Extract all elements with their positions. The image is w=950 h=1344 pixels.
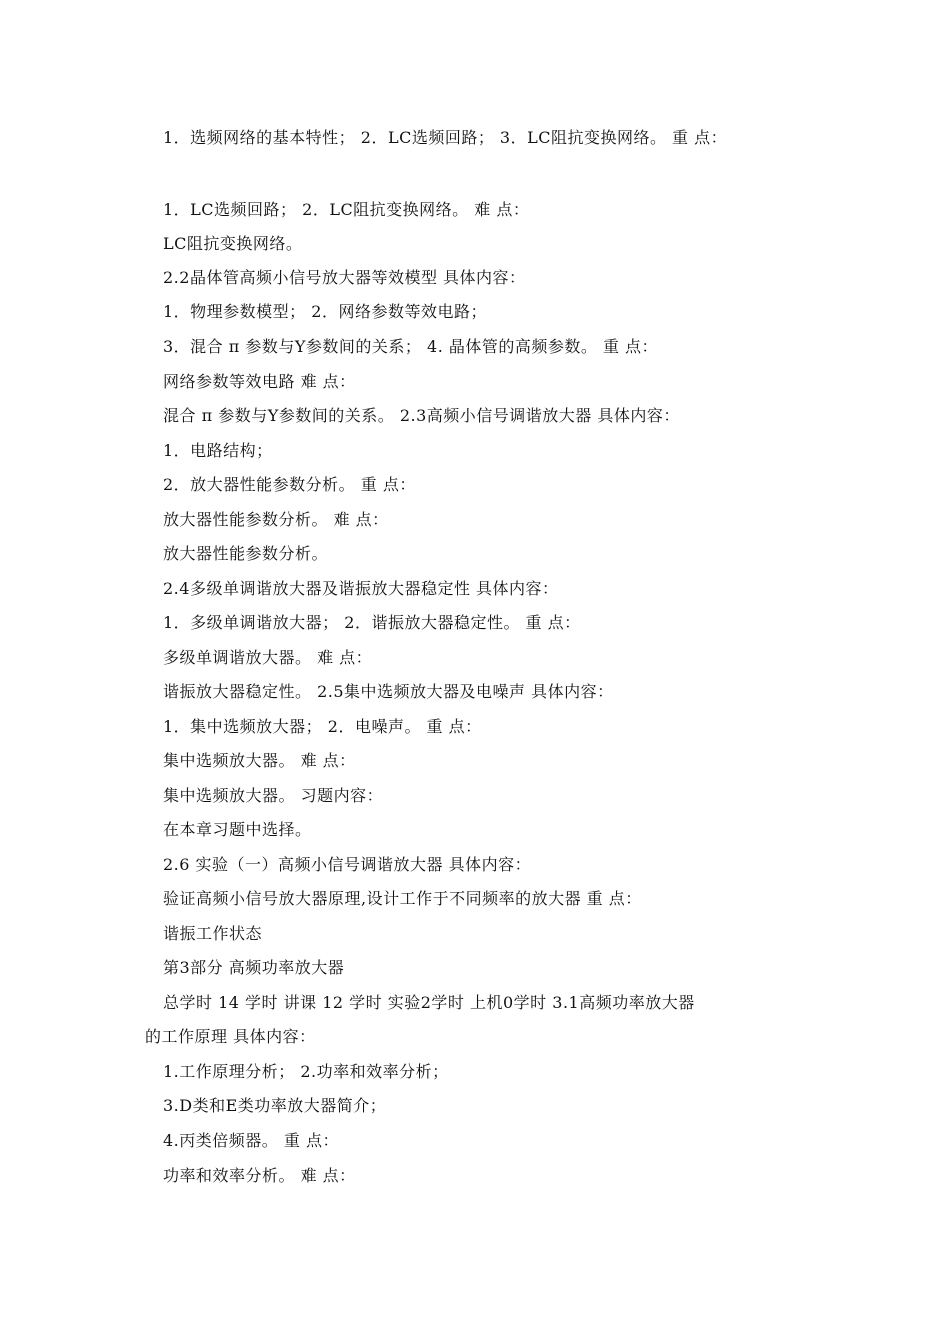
section-heading: 第3部分 高频功率放大器 bbox=[163, 958, 345, 977]
text-line: LC阻抗变换网络。 bbox=[163, 234, 303, 253]
text-line: 2.2晶体管高频小信号放大器等效模型 具体内容： bbox=[163, 268, 526, 287]
text-line: 1．LC选频回路； 2．LC阻抗变换网络。 难 点： bbox=[163, 200, 530, 219]
text-line: 1．选频网络的基本特性； 2．LC选频回路； 3．LC阻抗变换网络。 重 点： bbox=[163, 128, 728, 147]
text-line: 多级单调谐放大器。 难 点： bbox=[163, 648, 373, 667]
text-line: 3．混合 π 参数与Y参数间的关系； 4. 晶体管的高频参数。 重 点： bbox=[163, 337, 659, 356]
text-line: 2．放大器性能参数分析。 重 点： bbox=[163, 475, 416, 494]
text-line: 验证高频小信号放大器原理,设计工作于不同频率的放大器 重 点： bbox=[163, 889, 642, 908]
text-line: 集中选频放大器。 习题内容： bbox=[163, 786, 384, 805]
text-line: 在本章习题中选择。 bbox=[163, 820, 312, 839]
text-line: 网络参数等效电路 难 点： bbox=[163, 372, 356, 391]
text-line: 1．集中选频放大器； 2．电噪声。 重 点： bbox=[163, 717, 482, 736]
text-line: 谐振工作状态 bbox=[163, 924, 263, 943]
text-line: 的工作原理 具体内容： bbox=[145, 1027, 316, 1046]
text-line: 1．多级单调谐放大器； 2．谐振放大器稳定性。 重 点： bbox=[163, 613, 581, 632]
text-line: 放大器性能参数分析。 难 点： bbox=[163, 510, 389, 529]
text-line: 功率和效率分析。 难 点： bbox=[163, 1166, 356, 1185]
text-line: 1．物理参数模型； 2．网络参数等效电路； bbox=[163, 302, 487, 321]
text-line: 1．电路结构； bbox=[163, 441, 273, 460]
text-line: 总学时 14 学时 讲课 12 学时 实验2学时 上机0学时 3.1高频功率放大器 bbox=[163, 993, 695, 1012]
text-line: 谐振放大器稳定性。 2.5集中选频放大器及电噪声 具体内容： bbox=[163, 682, 614, 701]
text-line: 集中选频放大器。 难 点： bbox=[163, 751, 356, 770]
text-line: 1.工作原理分析； 2.功率和效率分析； bbox=[163, 1062, 449, 1081]
text-line: 2.4多级单调谐放大器及谐振放大器稳定性 具体内容： bbox=[163, 579, 559, 598]
text-line: 混合 π 参数与Y参数间的关系。 2.3高频小信号调谐放大器 具体内容： bbox=[163, 406, 680, 425]
text-line: 放大器性能参数分析。 bbox=[163, 544, 329, 563]
text-line: 2.6 实验（一）高频小信号调谐放大器 具体内容： bbox=[163, 855, 532, 874]
text-line: 4.丙类倍频器。 重 点： bbox=[163, 1131, 339, 1150]
text-line: 3.D类和E类功率放大器简介； bbox=[163, 1096, 387, 1115]
